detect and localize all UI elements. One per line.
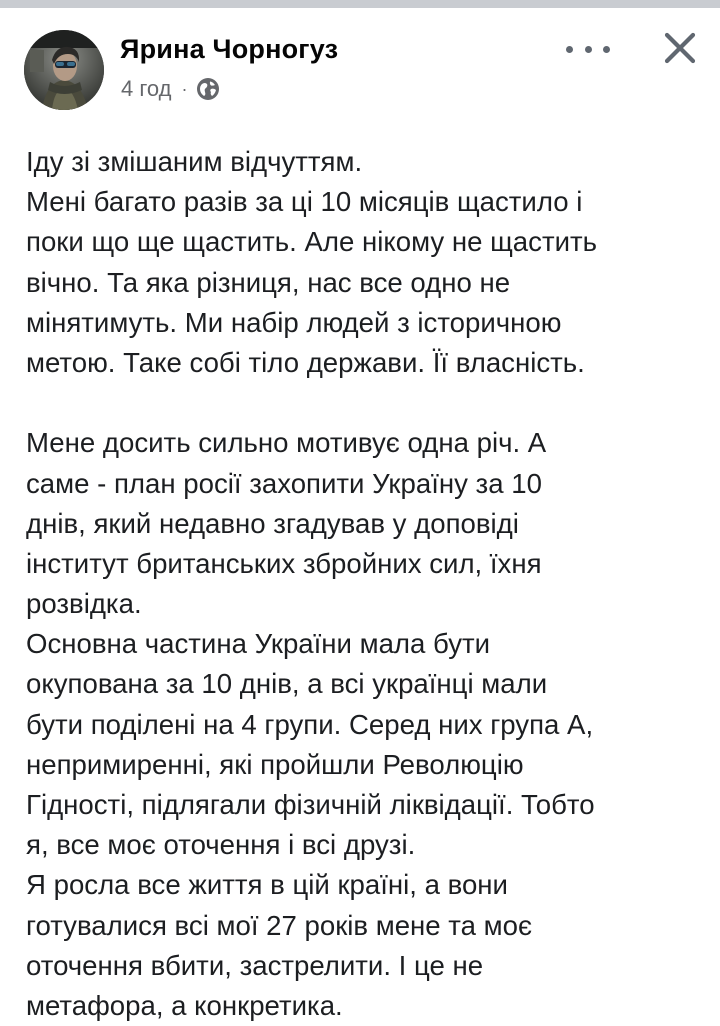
post-text bbox=[26, 142, 706, 1026]
post-header bbox=[0, 8, 720, 120]
globe-icon[interactable] bbox=[196, 77, 220, 101]
author-name[interactable]: Ярина Чорногуз bbox=[120, 34, 339, 64]
text-line: Я росла все життя в цій країні, а вони bbox=[26, 869, 508, 901]
paragraph bbox=[26, 423, 706, 1026]
meta-separator: · bbox=[181, 78, 188, 99]
text-line: інститут британських збройних сил, їхня bbox=[26, 547, 542, 579]
text-line: вічно. Та яка різниця, нас все одно не bbox=[26, 266, 511, 298]
paragraph bbox=[26, 142, 706, 383]
top-divider bbox=[0, 0, 720, 8]
paragraph-gap bbox=[26, 383, 706, 423]
text-line: оточення вбити, застрелити. І це не bbox=[26, 949, 484, 981]
text-line: Іду зі змішаним відчуттям. bbox=[26, 146, 363, 177]
text-line: бути поділені на 4 групи. Серед них група А, bbox=[26, 708, 594, 740]
text-line: метафора, а конкретика. bbox=[26, 989, 343, 1021]
post-time[interactable]: 4 год bbox=[121, 76, 172, 101]
text-line: мінятимуть. Ми набір людей з історичною bbox=[26, 306, 562, 338]
text-line: Гідності, підлягали фізичній ліквідації. Тобто bbox=[26, 789, 595, 820]
text-line: саме - план росії захопити Україну за 10 bbox=[26, 467, 542, 499]
text-line: днів, який недавно згадував у доповіді bbox=[26, 507, 519, 539]
avatar-photo bbox=[24, 30, 104, 110]
text-line: я, все моє оточення і всі друзі. bbox=[26, 829, 416, 861]
text-line: окупована за 10 днів, а всі українці мали bbox=[26, 668, 548, 700]
text-line: непримиренні, які пройшли Революцію bbox=[26, 748, 524, 780]
text-line: Мене досить сильно мотивує одна річ. А bbox=[26, 427, 547, 459]
more-dot bbox=[585, 46, 592, 53]
more-dot bbox=[566, 46, 573, 53]
author-avatar[interactable] bbox=[24, 30, 104, 110]
more-dot bbox=[603, 46, 610, 53]
text-line: готувалися всі мої 27 років мене та моє bbox=[26, 909, 533, 941]
text-line: Основна частина України мала бути bbox=[26, 628, 491, 660]
text-line: Мені багато разів за ці 10 місяців щастило і bbox=[26, 186, 583, 218]
text-line: поки що ще щастить. Але нікому не щастить bbox=[26, 226, 598, 258]
close-icon[interactable] bbox=[662, 30, 698, 66]
post-meta bbox=[121, 76, 220, 102]
more-options-button[interactable] bbox=[566, 38, 610, 60]
text-line: метою. Таке собі тіло держави. Її власність. bbox=[26, 346, 585, 378]
text-line: розвідка. bbox=[26, 588, 142, 620]
